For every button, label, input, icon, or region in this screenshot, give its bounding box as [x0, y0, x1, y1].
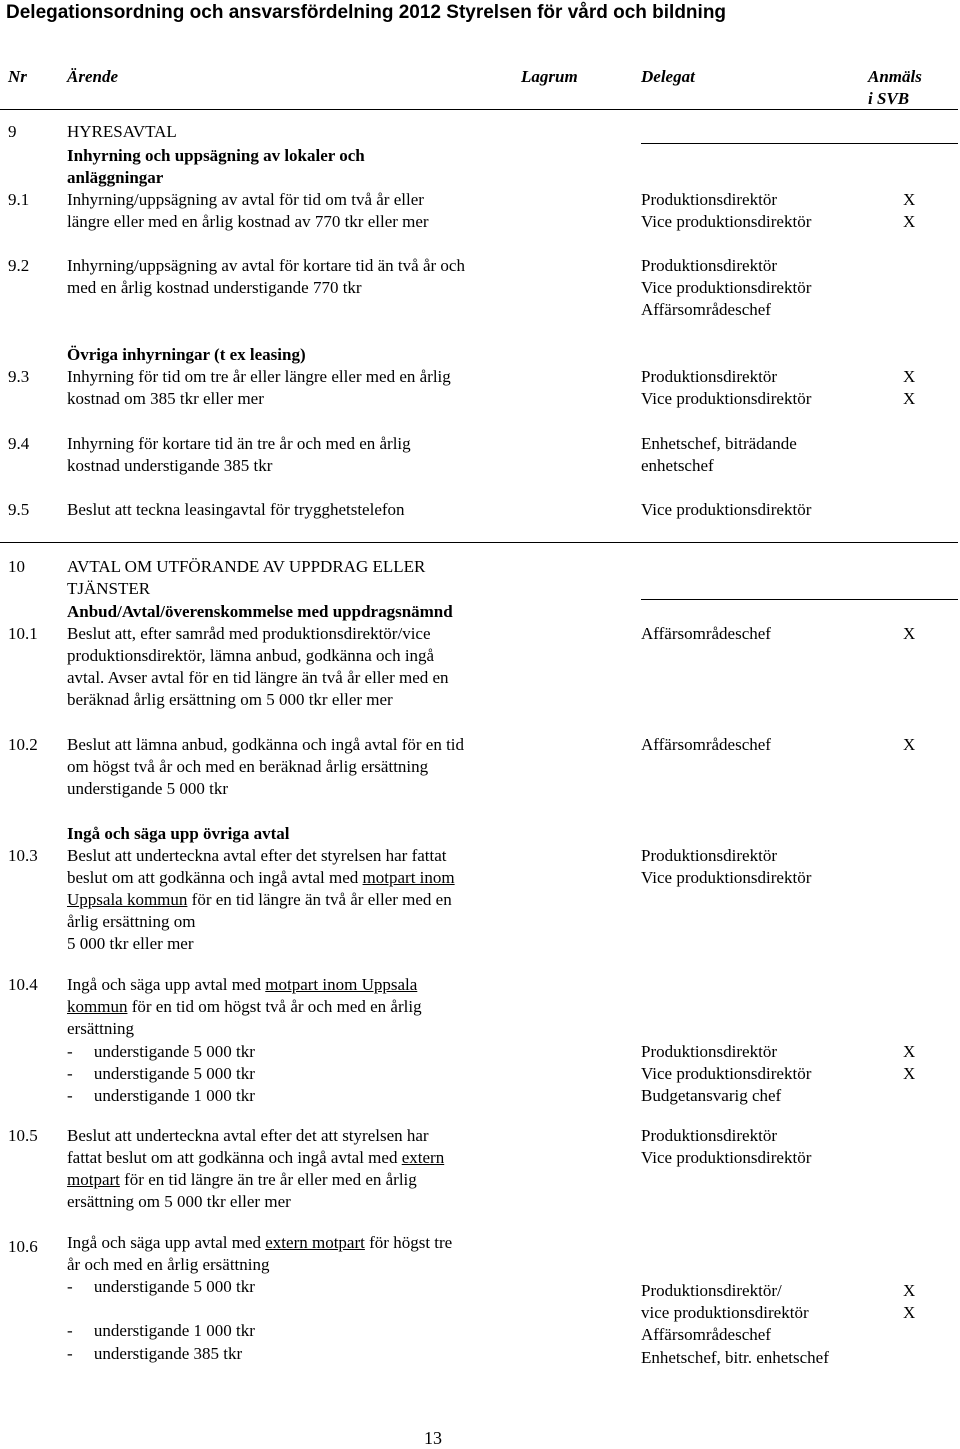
page-number: 13	[424, 1428, 442, 1448]
delegate: Produktionsdirektör	[641, 1042, 777, 1061]
row-text: Ingå och säga upp avtal med extern motpart för högst tre	[67, 1233, 453, 1252]
col-header-lagrum: Lagrum	[521, 67, 578, 86]
row-text: längre eller med en årlig kostnad av 770 tkr eller mer	[67, 212, 429, 231]
delegate: Vice produktionsdirektör	[641, 1064, 812, 1083]
list-item: - understigande 5 000 tkr	[67, 1277, 255, 1296]
report-mark: X	[903, 1303, 916, 1322]
delegate: Vice produktionsdirektör	[641, 1148, 812, 1167]
delegate: Produktionsdirektör	[641, 846, 777, 865]
delegate: Produktionsdirektör	[641, 256, 777, 275]
subsection-heading: Ingå och säga upp övriga avtal	[67, 824, 290, 843]
list-item: - understigande 1 000 tkr	[67, 1321, 255, 1340]
underlined-term: kommun	[67, 997, 128, 1016]
row-number: 10.5	[8, 1126, 38, 1145]
underlined-term: extern motpart	[265, 1233, 365, 1252]
report-mark: X	[903, 624, 916, 643]
row-text: årlig ersättning om	[67, 912, 196, 931]
section-title: AVTAL OM UTFÖRANDE AV UPPDRAG ELLER	[67, 557, 426, 576]
delegate: Budgetansvarig chef	[641, 1086, 782, 1105]
col-header-anmals: Anmäls	[868, 67, 922, 86]
row-text: Beslut att lämna anbud, godkänna och ingå avtal för en tid	[67, 735, 465, 754]
underlined-term: motpart inom	[362, 868, 455, 887]
row-number: 9.4	[8, 434, 30, 453]
section-rule	[641, 143, 958, 144]
underlined-term: Uppsala kommun	[67, 890, 188, 909]
delegate: Produktionsdirektör	[641, 367, 777, 386]
row-number: 9.5	[8, 500, 30, 519]
section-title: HYRESAVTAL	[67, 122, 177, 141]
col-header-delegat: Delegat	[641, 67, 695, 86]
list-item: - understigande 5 000 tkr	[67, 1064, 255, 1083]
report-mark: X	[903, 190, 916, 209]
row-number: 9.3	[8, 367, 30, 386]
row-text: Inhyrning/uppsägning av avtal för kortare tid än två år och	[67, 256, 465, 275]
delegate: Vice produktionsdirektör	[641, 868, 812, 887]
report-mark: X	[903, 212, 916, 231]
report-mark: X	[903, 367, 916, 386]
row-text: ersättning om 5 000 tkr eller mer	[67, 1192, 291, 1211]
row-text: understigande 5 000 tkr	[67, 779, 228, 798]
subsection-heading: anläggningar	[67, 168, 164, 187]
section-title: TJÄNSTER	[67, 579, 151, 598]
row-number: 9.1	[8, 190, 30, 209]
delegate: Vice produktionsdirektör	[641, 389, 812, 408]
row-number: 10.3	[8, 846, 38, 865]
row-number: 10.2	[8, 735, 38, 754]
row-text: med en årlig kostnad understigande 770 tkr	[67, 278, 362, 297]
row-text: Uppsala kommun för en tid längre än två år eller med en	[67, 890, 452, 909]
header-rule	[0, 109, 958, 110]
subsection-heading: Inhyrning och uppsägning av lokaler och	[67, 146, 365, 165]
delegate: Vice produktionsdirektör	[641, 500, 812, 519]
row-text: kommun för en tid om högst två år och med en årlig	[67, 997, 422, 1016]
row-text: beräknad årlig ersättning om 5 000 tkr eller mer	[67, 690, 393, 709]
report-mark: X	[903, 389, 916, 408]
underlined-term: extern	[401, 1148, 445, 1167]
delegate: Affärsområdeschef	[641, 300, 771, 319]
row-text: 5 000 tkr eller mer	[67, 934, 194, 953]
delegate: Vice produktionsdirektör	[641, 278, 812, 297]
row-text: Ingå och säga upp avtal med motpart inom Uppsala	[67, 975, 418, 994]
report-mark: X	[903, 735, 916, 754]
row-text: år och med en årlig ersättning	[67, 1255, 270, 1274]
delegate: Affärsområdeschef	[641, 624, 771, 643]
delegate: Produktionsdirektör/	[641, 1281, 782, 1300]
report-mark: X	[903, 1064, 916, 1083]
report-mark: X	[903, 1281, 916, 1300]
row-text: Beslut att, efter samråd med produktionsdirektör/vice	[67, 624, 431, 643]
subsection-heading: Övriga inhyrningar (t ex leasing)	[67, 345, 306, 364]
delegate: Enhetschef, bitr. enhetschef	[641, 1348, 829, 1367]
list-item: - understigande 385 tkr	[67, 1344, 243, 1363]
row-text: Beslut att underteckna avtal efter det styrelsen har fattat	[67, 846, 447, 865]
row-text: Inhyrning för kortare tid än tre år och med en årlig	[67, 434, 411, 453]
col-header-anmals-2: i SVB	[868, 89, 910, 108]
delegate: Enhetschef, biträdande	[641, 434, 797, 453]
row-text: produktionsdirektör, lämna anbud, godkänna och ingå	[67, 646, 435, 665]
underlined-term: motpart	[67, 1170, 120, 1189]
row-text: om högst två år och med en beräknad årlig ersättning	[67, 757, 429, 776]
col-header-arende: Ärende	[67, 67, 118, 86]
row-text: Inhyrning/uppsägning av avtal för tid om två år eller	[67, 190, 424, 209]
row-text: motpart för en tid längre än tre år eller med en årlig	[67, 1170, 417, 1189]
row-text: kostnad understigande 385 tkr	[67, 456, 273, 475]
row-text: Beslut att teckna leasingavtal för trygghetstelefon	[67, 500, 405, 519]
row-number: 10.1	[8, 624, 38, 643]
row-number: 9.2	[8, 256, 30, 275]
delegate: vice produktionsdirektör	[641, 1303, 809, 1322]
row-text: beslut om att godkänna och ingå avtal med motpart inom	[67, 868, 455, 887]
delegate: Produktionsdirektör	[641, 1126, 777, 1145]
section-number: 10	[8, 557, 25, 576]
report-mark: X	[903, 1042, 916, 1061]
section-divider	[0, 542, 958, 543]
row-text: avtal. Avser avtal för en tid längre än två år eller med en	[67, 668, 449, 687]
col-header-nr: Nr	[8, 67, 27, 86]
section-number: 9	[8, 122, 17, 141]
delegate: Affärsområdeschef	[641, 1325, 771, 1344]
section-rule	[641, 599, 958, 600]
row-number: 10.4	[8, 975, 38, 994]
list-item: - understigande 1 000 tkr	[67, 1086, 255, 1105]
subsection-heading: Anbud/Avtal/överenskommelse med uppdragsnämnd	[67, 602, 453, 621]
delegate: Vice produktionsdirektör	[641, 212, 812, 231]
list-item: - understigande 5 000 tkr	[67, 1042, 255, 1061]
document-title: Delegationsordning och ansvarsfördelning 2012 Styrelsen för vård och bildning	[6, 2, 727, 23]
row-text: kostnad om 385 tkr eller mer	[67, 389, 264, 408]
row-text: Inhyrning för tid om tre år eller längre eller med en årlig	[67, 367, 451, 386]
delegate: enhetschef	[641, 456, 714, 475]
delegate: Affärsområdeschef	[641, 735, 771, 754]
row-text: Beslut att underteckna avtal efter det att styrelsen har	[67, 1126, 429, 1145]
underlined-term: motpart inom Uppsala	[265, 975, 418, 994]
row-text: fattat beslut om att godkänna och ingå avtal med extern	[67, 1148, 445, 1167]
row-text: ersättning	[67, 1019, 135, 1038]
delegate: Produktionsdirektör	[641, 190, 777, 209]
row-number: 10.6	[8, 1237, 38, 1256]
